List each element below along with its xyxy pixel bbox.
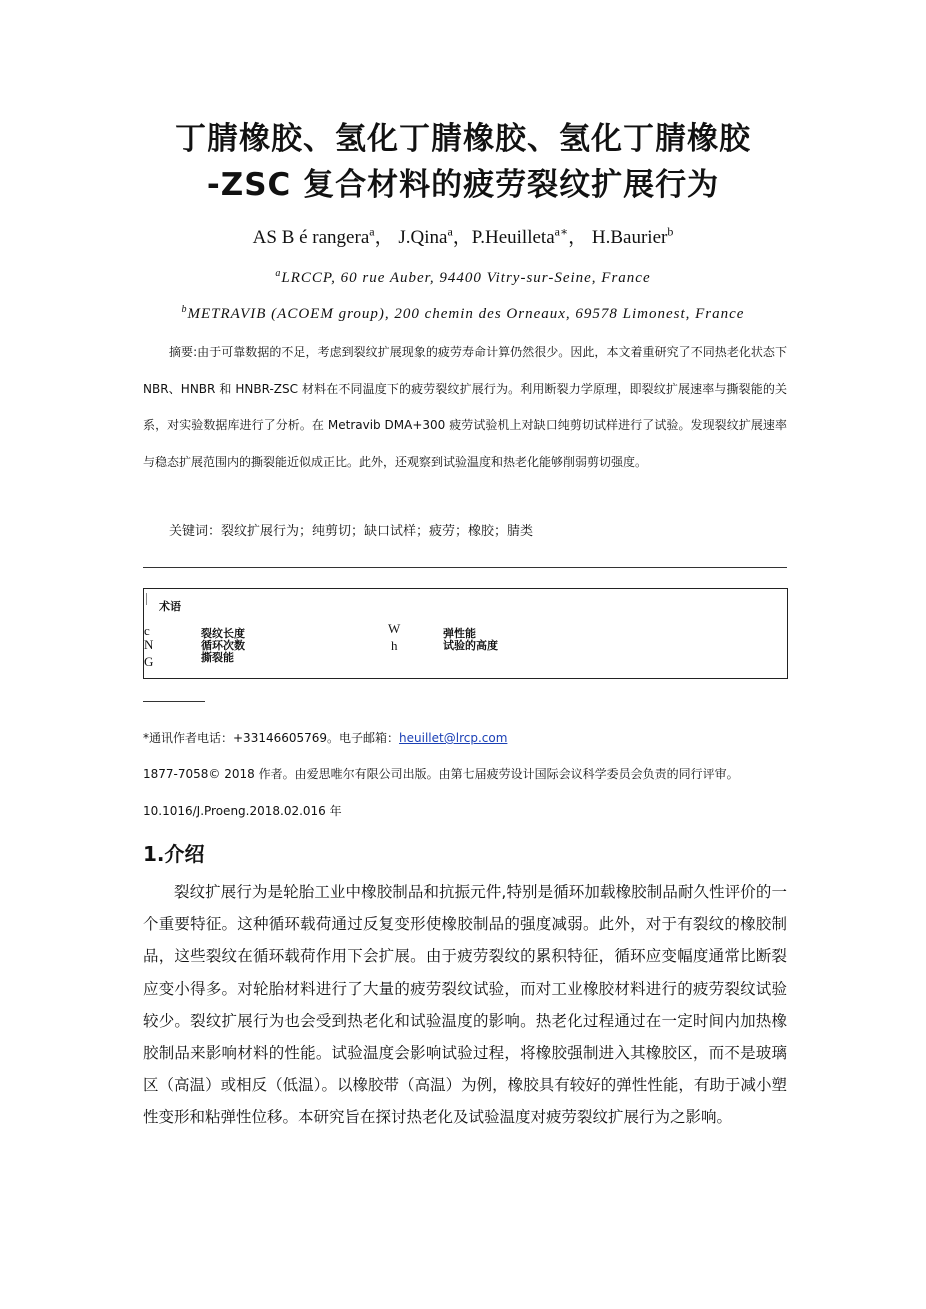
affiliation-mark: b <box>181 304 188 315</box>
nomenclature-symbol: N <box>144 637 154 652</box>
affiliation-b <box>0 304 926 323</box>
paper-title-line2: -ZSC 复合材料的疲劳裂纹扩展行为 <box>206 167 720 203</box>
affiliation-mark: a <box>275 268 282 279</box>
abstract <box>143 334 787 480</box>
keywords-text: ：裂纹扩展行为；纯剪切；缺口试样；疲劳；橡胶；腈类 <box>208 524 534 539</box>
author-affil-mark: a <box>369 224 375 239</box>
keywords <box>169 520 533 539</box>
affiliation-a <box>0 268 926 287</box>
author-name: J.Qina <box>398 227 448 248</box>
nomenclature-definition: 撕裂能 <box>201 651 234 664</box>
box-marker <box>146 593 147 605</box>
nomenclature-title: 术语 <box>159 600 181 613</box>
nomenclature-definition: 试验的高度 <box>443 639 498 652</box>
footnote-copyright: 1877-7058© 2018 作者。由爱思唯尔有限公司出版。由第七届疲劳设计国际会议科学委员会负责的同行评审。10.1016/J.Proeng.2018.02.016 年 <box>143 767 739 818</box>
nomenclature-symbol: h <box>391 638 398 653</box>
affiliation-text: METRAVIB (ACOEM group), 200 chemin des Orneaux, 69578 Limonest, France <box>187 306 745 322</box>
footnote-contact <box>143 720 787 757</box>
email-link[interactable]: heuillet@lrcp.com <box>399 731 508 745</box>
nomenclature-definition: 裂纹长度 <box>201 627 245 640</box>
section-body: 裂纹扩展行为是轮胎工业中橡胶制品和抗振元件,特别是循环加载橡胶制品耐久性评价的一个重要特征。这种循环载荷通过反复变形使橡胶制品的强度减弱。此外，对于有裂纹的橡胶制品，这些裂纹在循环载荷作用下会扩展。由于疲劳裂纹的累积特征，循环应变幅度通常比断裂应变小得多。对轮胎材料进行了大量的疲劳裂纹试验，而对工业橡胶材料进行的疲劳裂纹试验较少。裂纹扩展行为也会受到热老化和试验温度的影响。热老化过程通过在一定时间内加热橡胶制品来影响材料的性能。试验温度会影响试验过程，将橡胶强制进入其橡胶区，而不是玻璃区（高温）或相反（低温）。以橡胶带（高温）为例，橡胶具有较好的弹性性能，有助于减小塑性变形和粘弹性位移。本研究旨在探讨热老化及试验温度对疲劳裂纹扩展行为之影响。 <box>143 883 787 1127</box>
author-name: H.Baurier <box>591 227 668 248</box>
author-name: P.Heuilleta <box>471 227 555 248</box>
footnote-contact-text: *通讯作者电话：+33146605769。电子邮箱： <box>143 731 400 745</box>
nomenclature-symbol: G <box>144 654 154 669</box>
author-list: AS B é rangera$^a$， J.Qina$^a$，P.Heuilleta$^{a∗}$， H.Baurier$^b$ <box>252 224 674 248</box>
affiliation-text: LRCCP, 60 rue Auber, 94400 Vitry-sur-Seine, France <box>281 270 651 286</box>
footnote-rule <box>143 701 205 702</box>
abstract-text: :由于可靠数据的不足，考虑到裂纹扩展现象的疲劳寿命计算仍然很少。因此，本文着重研究了不同热老化状态下 NBR、HNBR 和 HNBR-ZSC 材料在不同温度下的疲劳裂纹扩展行为。利用断裂力学原理，即裂纹扩展速率与撕裂能的关系，对实验数据库进行了分析。在 Metravib DMA+300 疲劳试验机上对缺口纯剪切试样进行了试验。发现裂纹扩展速率与稳态扩展范围内的撕裂能近似成正比。此外，还观察到试验温度和热老化能够削弱剪切强度。 <box>143 345 787 469</box>
section-heading: 1.介绍 <box>143 842 205 866</box>
author-name: AS B é rangera <box>252 227 370 248</box>
author-affil-mark: b <box>667 224 674 239</box>
nomenclature-symbol: c <box>144 623 150 638</box>
keywords-label: 关键词 <box>169 524 209 539</box>
section-divider <box>143 567 787 568</box>
paper-title-line1: 丁腈橡胶、氢化丁腈橡胶、氢化丁腈橡胶 <box>175 121 751 157</box>
nomenclature-symbol: W <box>388 621 401 636</box>
author-affil-mark: a∗ <box>554 224 569 239</box>
nomenclature-definition: 弹性能 <box>443 627 476 640</box>
nomenclature-box <box>143 588 788 679</box>
abstract-label: 摘要 <box>169 345 194 359</box>
author-affil-mark: a <box>447 224 453 239</box>
nomenclature-definition: 循环次数 <box>201 639 245 652</box>
